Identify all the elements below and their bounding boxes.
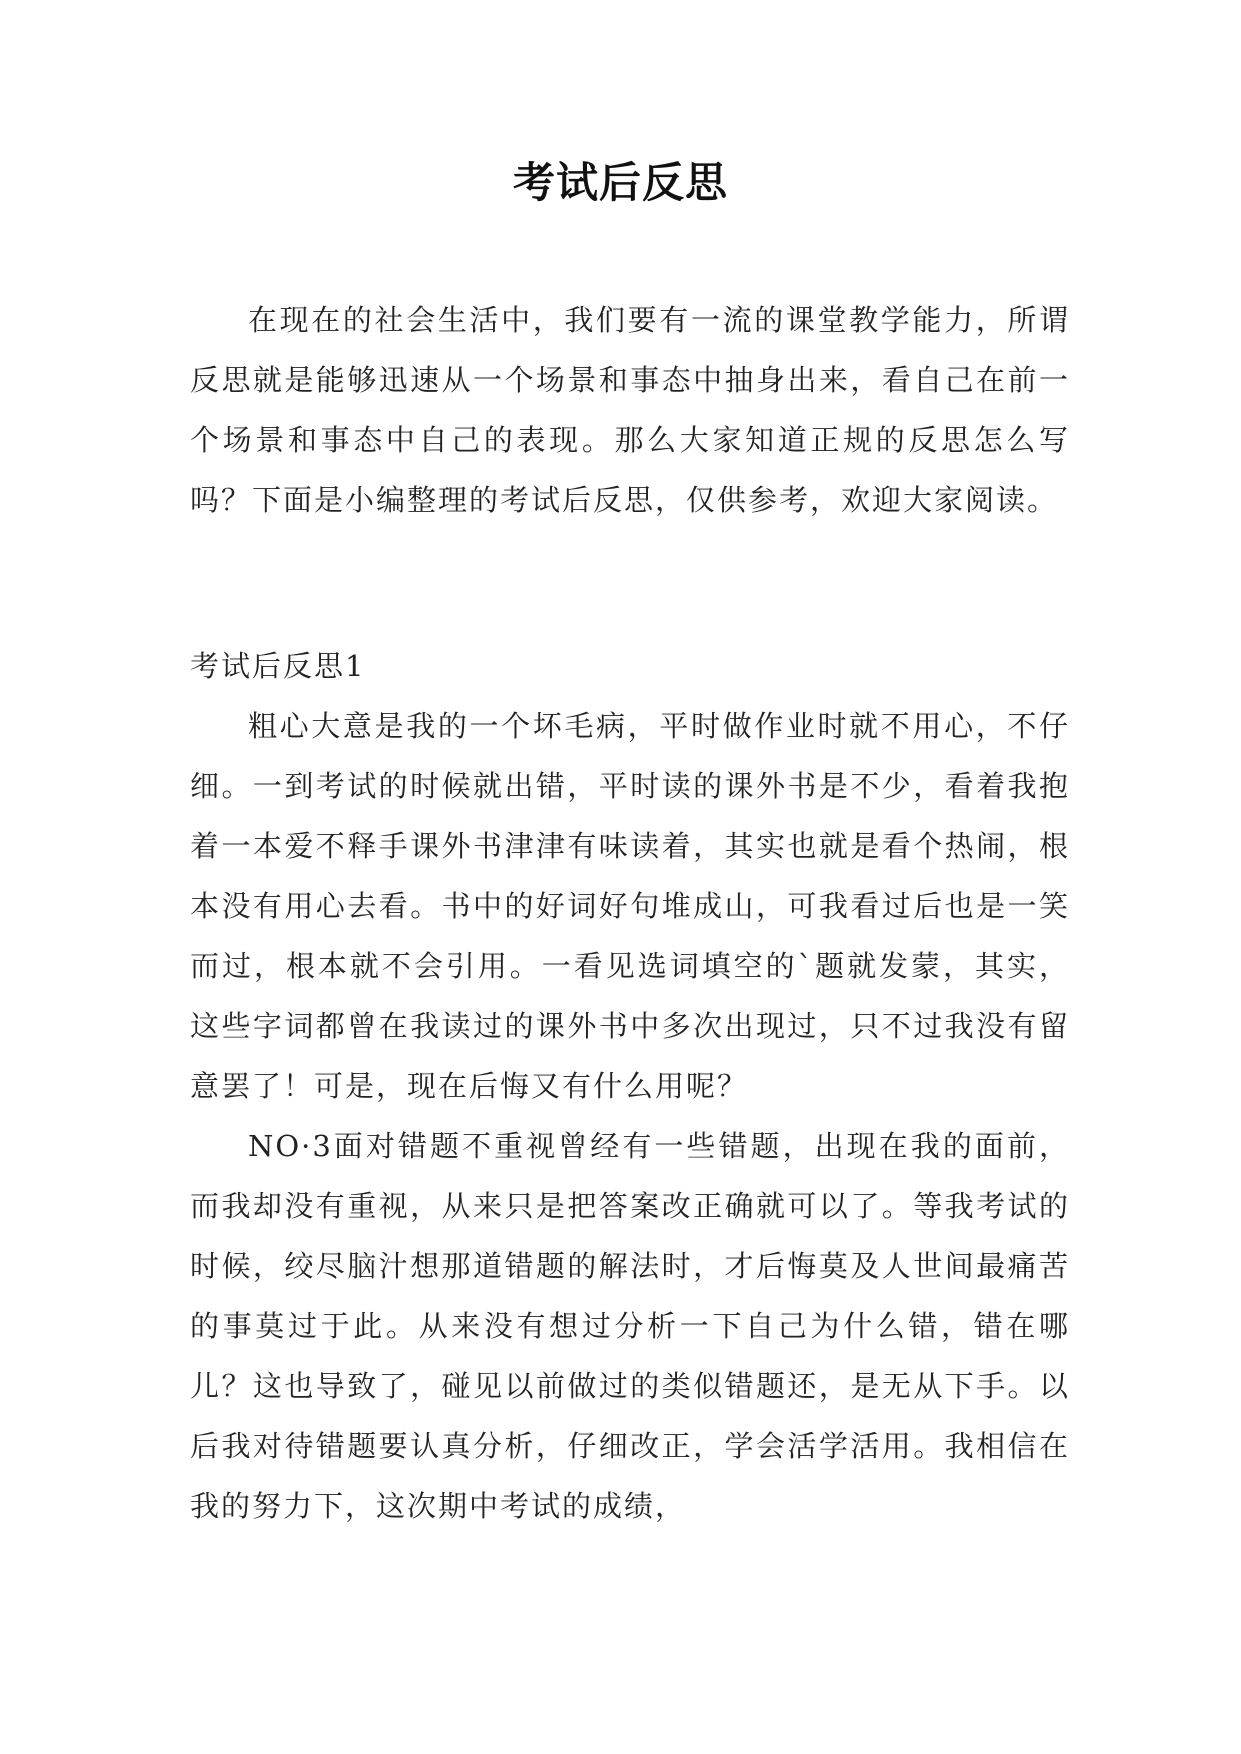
document-title: 考试后反思	[512, 158, 728, 207]
body-paragraph-2: NO·3面对错题不重视曾经有一些错题，出现在我的面前，而我却没有重视，从来只是把答案改正确就可以了。等我考试的时候，绞尽脑汁想那道错题的解法时，才后悔莫及人世间最痛苦的事莫过于此。从来没有想过分析一下自己为什么错，错在哪儿？这也导致了，碰见以前做过的类似错题还，是无从下手。以后我对待错题要认真分析，仔细改正，学会活学活用。我相信在我的努力下，这次期中考试的成绩，	[190, 1129, 1070, 1523]
intro-paragraph: 在现在的社会生活中，我们要有一流的课堂教学能力，所谓反思就是能够迅速从一个场景和事态中抽身出来，看自己在前一个场景和事态中自己的表现。那么大家知道正规的反思怎么写吗？下面是小编整理的考试后反思，仅供参考，欢迎大家阅读。	[190, 303, 1070, 517]
body-paragraph-1: 粗心大意是我的一个坏毛病，平时做作业时就不用心，不仔细。一到考试的时候就出错，平时读的课外书是不少，看着我抱着一本爱不释手课外书津津有味读着，其实也就是看个热闹，根本没有用心去看。书中的好词好句堆成山，可我看过后也是一笑而过，根本就不会引用。一看见选词填空的`题就发蒙，其实，这些字词都曾在我读过的课外书中多次出现过，只不过我没有留意罢了！可是，现在后悔又有什么用呢？	[190, 709, 1070, 1103]
section-heading: 考试后反思1	[190, 649, 366, 683]
section-body	[190, 696, 1070, 1536]
intro-section	[190, 290, 1070, 530]
